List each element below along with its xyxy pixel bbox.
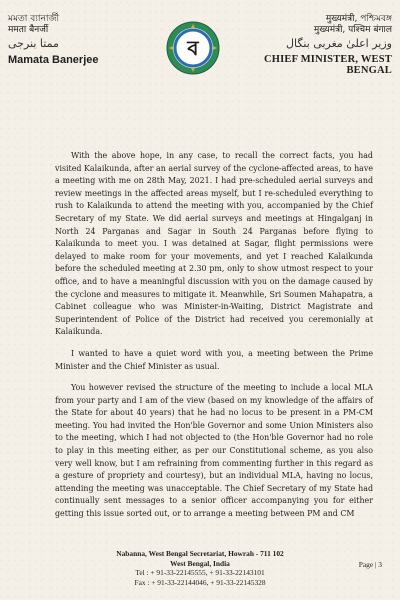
emblem-letter: ব bbox=[187, 36, 199, 60]
title-urdu: وزیر اعلیٰ مغربی بنگال bbox=[286, 37, 392, 50]
title-hindi: मुख्यमंत्री, पश्चिम बंगाल bbox=[313, 25, 392, 35]
paragraph-3: You however revised the structure of the meeting to include a local MLA from your party and I am of the view (based on my knowledge of the affairs of the State for about 40 years) that he had no locus to be present in a PM-CM meeting. You had invited the Hon'ble Governor and some Union Ministers also to the meeting, which I had not objected to (the Hon'ble Governor had no role to play in this meeting either, as per our Constitutional scheme, as you also very well know, but I am refraining from commenting further in this regard as a gesture of propriety and courtesy), but an individual MLA, having no locus, attending the meeting was unacceptable. The Chief Secretary of my State had continually sent messages to a senior officer accompanying you for either getting this issue sorted out, or to arrange a meeting between PM and CM bbox=[55, 383, 373, 519]
name-hindi: ममता बैनर्जी bbox=[8, 25, 49, 35]
footer-address: Nabanna, West Bengal Secretariat, Howrah - 711 102 bbox=[116, 549, 284, 558]
footer-fax: Fax : + 91-33-22144046, + 91-33-22145328 bbox=[134, 577, 266, 587]
name-bengali: মমতা ব্যানার্জী bbox=[8, 14, 60, 24]
office-title: CHIEF MINISTER, WEST BENGAL bbox=[264, 54, 392, 76]
footer-tel: Tel : + 91-33-22145555, + 91-33-22143101 bbox=[135, 568, 265, 577]
sender-name: Mamata Banerjee bbox=[8, 54, 99, 66]
title-hindi-bengali: मुख्यमंत्री, পশ্চিমবঙ্গ bbox=[325, 14, 392, 24]
header-right bbox=[217, 14, 392, 76]
paragraph-1: With the above hope, in any case, to recall the correct facts, you had visited Kalaikunda, after an aerial survey of the cyclone-affected areas, to have a meeting with me on 28th May, 2021. I had pre-scheduled aerial surveys and review meetings in the affected areas myself, but I re-scheduled everything to rush to Kalaikunda to attend the meeting with you, accompanied by the Chief Secretary of my State. We did aerial surveys and meetings at Hingalganj in North 24 Parganas and Sagar in South 24 Parganas before flying to Kalaikunda to meet you. I was detained at Sagar, flight permissions were delayed to make room for your movements, and yet I reached Kalaikunda before the scheduled meeting at 2.30 pm, only to show utmost respect to your office, and to have a meaningful discussion with you on the damage caused by the cyclone and measures to mitigate it. Meanwhile, Sri Soumen Mahapatra, a Cabinet colleague who was Minister-in-Waiting, District Magistrate and Superintendent of Police of the District had received you ceremonially at Kalaikunda. bbox=[55, 151, 373, 337]
footer bbox=[0, 549, 400, 587]
footer-country: West Bengal, India bbox=[170, 558, 230, 568]
page-number: Page | 3 bbox=[358, 560, 382, 569]
paragraph-2: I wanted to have a quiet word with you, a meeting between the Prime Minister and the Chief Minister as usual. bbox=[55, 348, 373, 371]
name-urdu: ممتا بنرجی bbox=[8, 37, 59, 50]
west-bengal-emblem-icon bbox=[165, 20, 221, 76]
letter-body bbox=[55, 150, 373, 530]
header-left bbox=[8, 14, 138, 66]
